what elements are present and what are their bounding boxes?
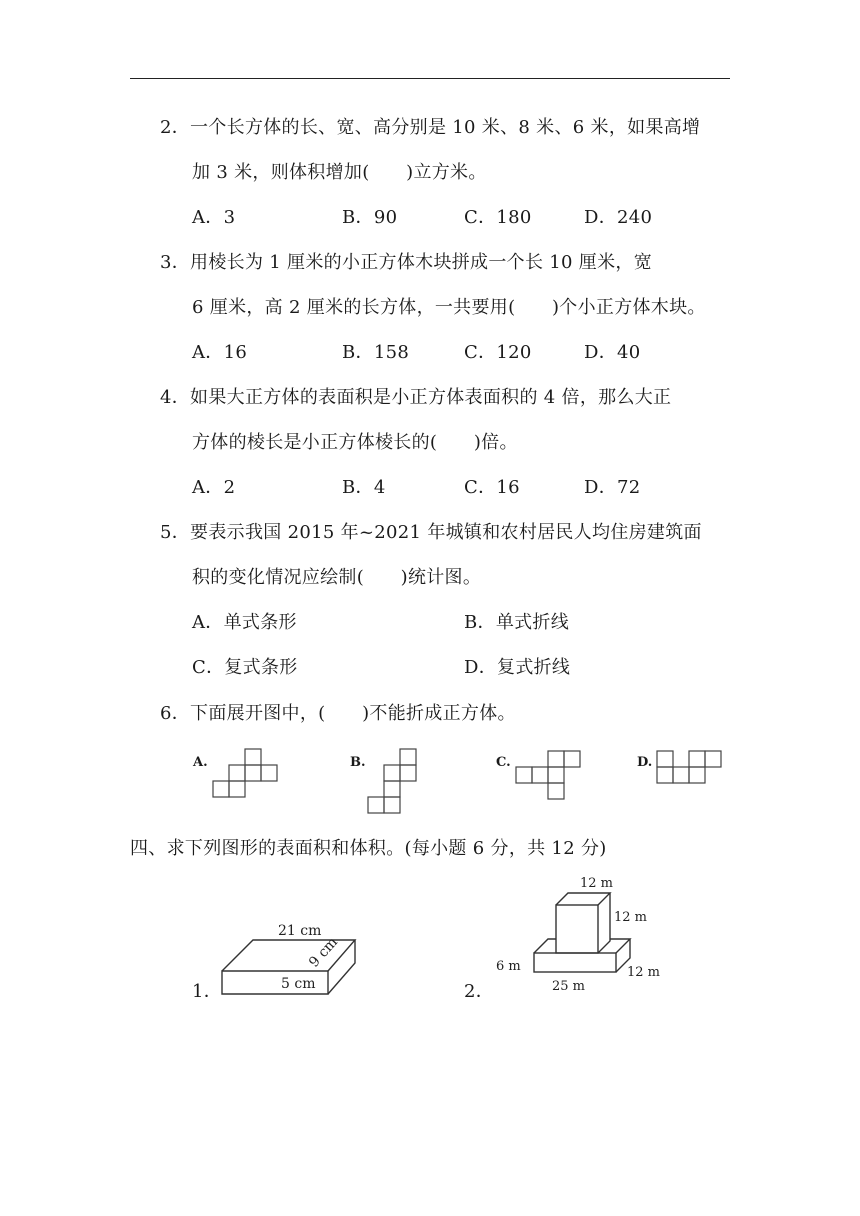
q4-option-d: D．72: [584, 477, 641, 498]
q2-option-c: C．180: [464, 207, 532, 228]
cuboid-figure: [215, 918, 365, 1000]
net-figure-d: [656, 750, 726, 788]
q4-line1: 4．如果大正方体的表面积是小正方体表面积的 4 倍，那么大正: [160, 387, 672, 408]
q2-option-d: D．240: [584, 207, 653, 228]
q5-line1: 5．要表示我国 2015 年~2021 年城镇和农村居民人均住房建筑面: [160, 522, 702, 543]
q3-option-d: D．40: [584, 342, 641, 363]
cuboid-length-label: 21 cm: [278, 923, 322, 939]
cuboid-width-label: 9 cm: [306, 934, 342, 971]
q2-line1: 2．一个长方体的长、宽、高分别是 10 米、8 米、6 米，如果高增: [160, 117, 701, 138]
base-length-label: 25 m: [552, 979, 586, 994]
cube-side-label: 12 m: [614, 910, 648, 925]
net-label-a: A.: [193, 755, 208, 770]
net-label-b: B.: [350, 755, 366, 770]
q3-option-b: B．158: [342, 342, 410, 363]
problem-1-number: 1．: [192, 981, 223, 1002]
q6-line1: 6．下面展开图中，( )不能折成正方体。: [160, 703, 516, 724]
q5-line2: 积的变化情况应绘制( )统计图。: [192, 567, 482, 588]
q3-option-c: C．120: [464, 342, 532, 363]
section-four-heading: 四、求下列图形的表面积和体积。(每小题 6 分，共 12 分): [130, 838, 607, 859]
base-height-label: 6 m: [496, 959, 521, 974]
q3-line2: 6 厘米，高 2 厘米的长方体，一共要用( )个小正方体木块。: [192, 297, 706, 318]
net-figure-a: [212, 748, 282, 802]
q3-line1: 3．用棱长为 1 厘米的小正方体木块拼成一个长 10 厘米，宽: [160, 252, 652, 273]
problem-2-number: 2．: [464, 981, 495, 1002]
q4-line2: 方体的棱长是小正方体棱长的( )倍。: [192, 432, 518, 453]
q2-option-a: A．3: [192, 207, 236, 228]
top-rule: [130, 78, 730, 79]
q2-line2: 加 3 米，则体积增加( )立方米。: [192, 162, 487, 183]
q5-option-a: A．单式条形: [192, 612, 297, 633]
net-figure-b: [367, 748, 419, 816]
net-label-c: C.: [496, 755, 511, 770]
cube-top-label: 12 m: [580, 876, 614, 891]
base-depth-label: 12 m: [627, 965, 661, 980]
stacked-solid-figure: [490, 870, 670, 998]
q3-option-a: A．16: [192, 342, 248, 363]
q5-option-c: C．复式条形: [192, 657, 298, 678]
q5-option-b: B．单式折线: [464, 612, 570, 633]
cuboid-height-label: 5 cm: [281, 976, 316, 992]
q4-option-b: B．4: [342, 477, 386, 498]
q2-option-b: B．90: [342, 207, 398, 228]
q5-option-d: D．复式折线: [464, 657, 571, 678]
net-label-d: D.: [637, 755, 653, 770]
net-figure-c: [515, 750, 585, 804]
q4-option-a: A．2: [192, 477, 236, 498]
q4-option-c: C．16: [464, 477, 520, 498]
